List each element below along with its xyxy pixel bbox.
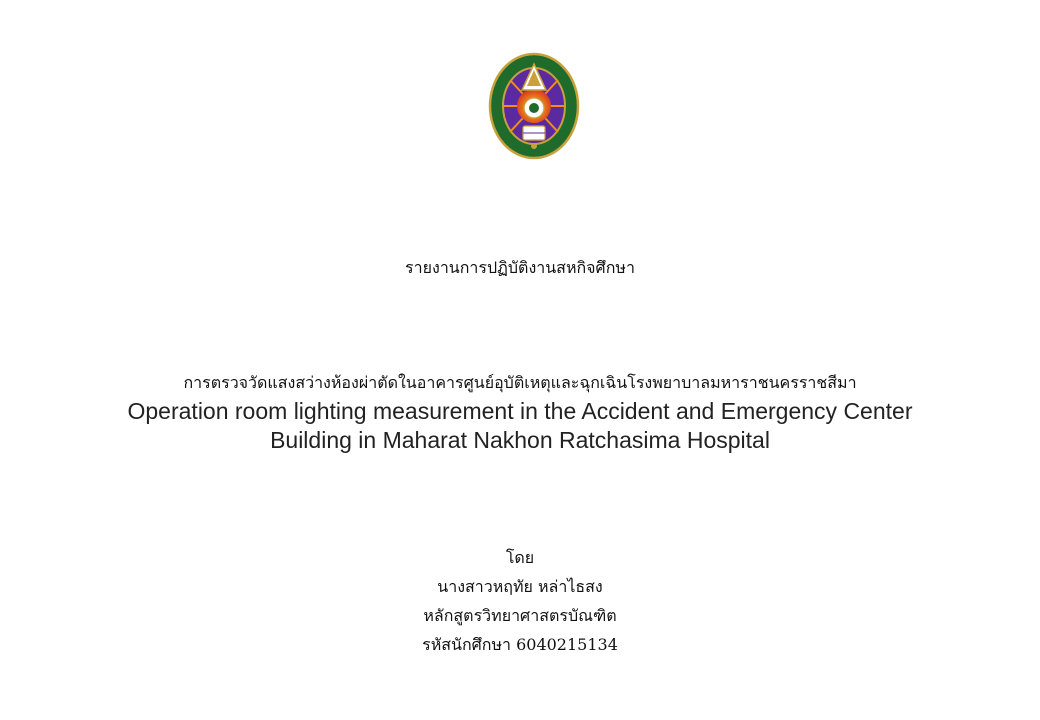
student-id: รหัสนักศึกษา 6040215134 <box>422 635 618 654</box>
by-label: โดย <box>505 548 535 567</box>
program-name: หลักสูตรวิทยาศาสตรบัณฑิต <box>423 606 617 625</box>
report-title: รายงานการปฏิบัติงานสหกิจศึกษา <box>405 258 635 277</box>
author-name: นางสาวหฤทัย หล่าไธสง <box>437 577 603 596</box>
thai-project-title: การตรวจวัดแสงสว่างห้องผ่าตัดในอาคารศูนย์อุบัติเหตุและฉุกเฉินโรงพยาบาลมหาราชนครราชสีมา <box>183 373 857 392</box>
english-project-title-line-1: Operation room lighting measurement in the Accident and Emergency Center <box>127 398 913 424</box>
author-block <box>0 543 1040 659</box>
english-project-title-line-2: Building in Maharat Nakhon Ratchasima Hospital <box>270 427 770 453</box>
university-seal-icon <box>488 52 580 160</box>
